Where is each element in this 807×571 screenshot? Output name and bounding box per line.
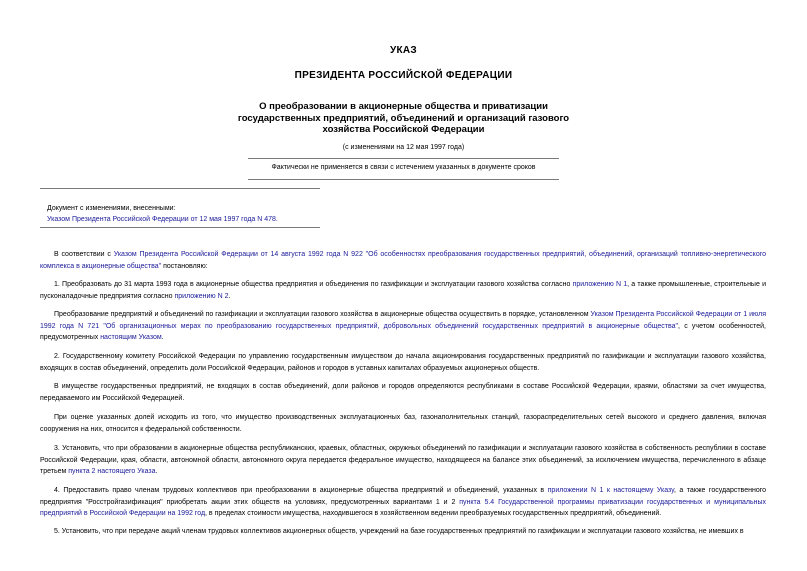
text: постановляю: xyxy=(161,262,208,270)
changes-note: (с изменениями на 12 мая 1997 года) xyxy=(342,144,465,151)
text: В соответствии с xyxy=(54,251,114,258)
text: , а также государственного предприятия "Росстройгазификация" приобретать акции этих обществ на условиях, предусмотренных вариантами 1 и 2 xyxy=(40,487,767,506)
amendments-block xyxy=(47,203,278,225)
decree-922-link[interactable]: Указом Президента Российской Федерации от 14 августа 1992 года N 922 "Об особенностях преобразования государственных предприятий, объединений, организаций топливно-энергетического комплекса в акционерные общества" xyxy=(40,251,767,270)
paragraph-2-c: При оценке указанных долей исходить из того, что имущество производственных эксплуатационных баз, газонаполнительных станций, газораспределительных сетей высокого и среднего давления, включая сооружения на них, относится к федеральной собственности. xyxy=(40,414,766,433)
this-decree-link[interactable]: настоящим Указом xyxy=(100,334,162,341)
divider xyxy=(248,158,559,159)
document-subject xyxy=(200,101,607,136)
text: 1. Преобразовать до 31 марта 1993 года в акционерные общества предприятия и объединения по газификации и эксплуатации газового хозяйства согласно xyxy=(54,281,573,288)
text: , в пределах стоимости имущества, находившегося в хозяйственном ведении преобразуемых государственных предприятий, объединений. xyxy=(205,510,662,517)
appendix-1-link[interactable]: приложению N 1 xyxy=(572,281,628,288)
subject-line: хозяйства Российской Федерации xyxy=(322,124,485,135)
text: . xyxy=(228,292,231,300)
text: . xyxy=(155,468,158,475)
appendix-2-link[interactable]: приложению N 2 xyxy=(174,292,229,300)
document-type-title: УКАЗ xyxy=(389,45,417,56)
paragraph-1 xyxy=(40,279,766,302)
text: , с учетом особенностей, предусмотренных xyxy=(40,322,766,341)
paragraph-2-b: В имуществе государственных предприятий, не входящих в состав объединений, доли районов и городов определяются республиками в составе Российской Федерации, краями, областями за счет имущества, передаваемого им Российской Федерацией. xyxy=(40,383,766,402)
status-note: Фактически не применяется в связи с истечением указанных в документе сроков xyxy=(271,164,536,171)
subject-line: О преобразовании в акционерные общества и приватизации xyxy=(259,101,548,112)
text: 4. Предоставить право членам трудовых коллективов при преобразовании в акционерные общества предприятий и объединений, указанных в xyxy=(54,487,548,494)
decree-721-link[interactable]: Указом Президента Российской Федерации от 1 июля 1992 года N 721 "Об организационных мерах по преобразованию государственных предприятий, добровольных объединений государственных предприятий в акционерные общества" xyxy=(40,311,766,330)
paragraph-preamble xyxy=(40,249,766,272)
amendment-link[interactable]: Указом Президента Российской Федерации от 12 мая 1997 года N 478. xyxy=(47,216,278,223)
paragraph-4 xyxy=(40,485,766,520)
text: . xyxy=(161,334,164,341)
privatization-program-link[interactable]: пункта 5.4 Государственной программы приватизации государственных и муниципальных предприятий в Российской Федерации на 1992 год xyxy=(40,498,767,517)
paragraph-2: 2. Государственному комитету Российской Федерации по управлению государственным имуществом до начала акционирования государственных предприятий по газификации и эксплуатации газового хозяйства, входящих в состав объединений, определить доли Российской Федерации, районов и городов в уставных капиталах образуемых акционерных обществ. xyxy=(40,353,766,372)
text: , а также промышленные, строительные и пусконаладочные предприятия согласно xyxy=(40,281,766,300)
text: Преобразование предприятий и объединений по газификации и эксплуатации газового хозяйства в акционерные общества осуществить в порядке, установленном xyxy=(54,311,591,318)
appendix-1-this-decree-link[interactable]: приложении N 1 к настоящему Указу xyxy=(547,487,674,494)
divider xyxy=(40,227,320,228)
issuer-title: ПРЕЗИДЕНТА РОССИЙСКОЙ ФЕДЕРАЦИИ xyxy=(294,70,513,81)
subject-line: государственных предприятий, объединений и организаций газового xyxy=(237,112,570,124)
text: 3. Установить, что при образовании в акционерные общества республиканских, краевых, областных, окружных объединений по газификации и эксплуатации газового хозяйства в собственность республики в составе Российской Федерации, края, области, автономной области, автономного округа передается федеральное имущество, находящееся на балансе этих объединений, за исключением имущества, перечисленного в абзаце третьем xyxy=(40,445,766,475)
amendments-label: Документ с изменениями, внесенными: xyxy=(47,205,176,212)
point-2-link[interactable]: пункта 2 настоящего Указа xyxy=(68,468,156,475)
divider xyxy=(248,179,559,180)
paragraph-1-b xyxy=(40,309,766,344)
paragraph-3 xyxy=(40,443,766,478)
divider xyxy=(40,188,320,189)
paragraph-5: 5. Установить, что при передаче акций членам трудовых коллективов акционерных обществ, учреждений на базе государственных предприятий по газификации и эксплуатации газового хозяйства, не имевших в xyxy=(54,528,744,535)
